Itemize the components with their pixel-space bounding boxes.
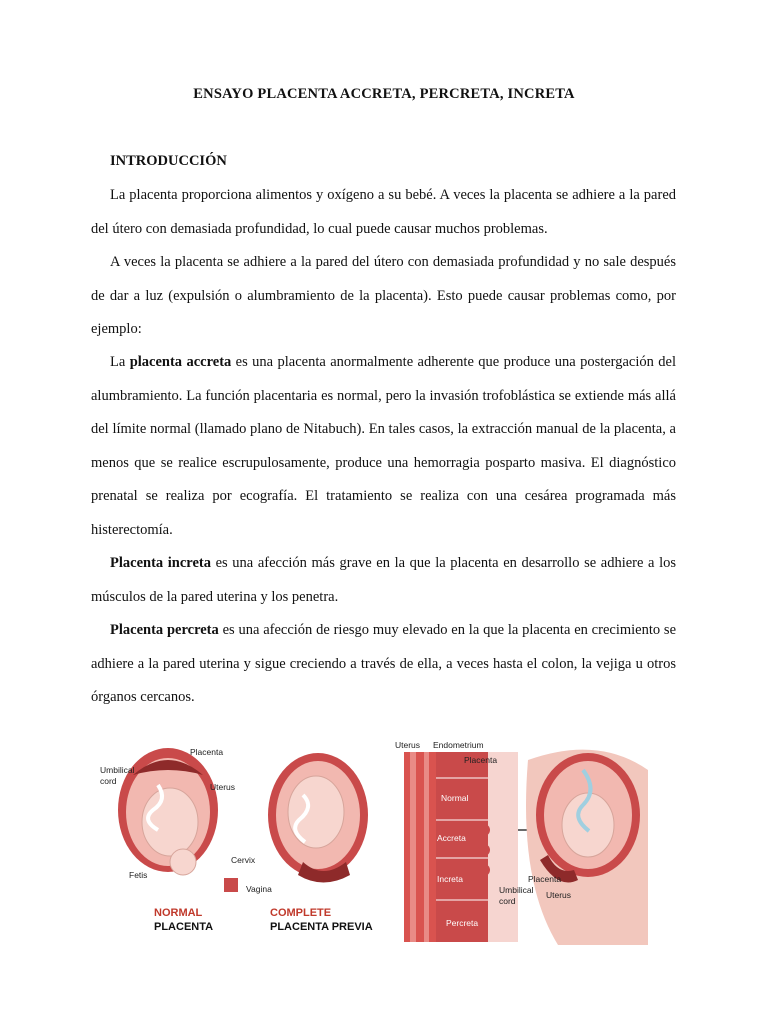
caption-previa-2: PLACENTA PREVIA xyxy=(270,921,373,933)
paragraph-2 xyxy=(91,246,676,347)
paragraph-percreta-text: es una afección de riesgo muy elevado en la que la placenta en crecimiento se adhiere a la pared uterina y sigue creciendo a través de ella, a veces hasta el colon, la vejiga u otros órganos cercanos. xyxy=(91,622,677,705)
label-cord-right: cord xyxy=(499,896,516,906)
paragraph-accreta xyxy=(91,346,676,547)
paragraph-accreta-pre: La xyxy=(110,354,130,370)
label-endometrium: Endometrium xyxy=(433,740,484,750)
label-vagina: Vagina xyxy=(246,884,272,894)
paragraph-increta xyxy=(91,547,676,614)
label-umbilical: Umbilical xyxy=(100,765,135,775)
term-placenta-increta: Placenta increta xyxy=(110,555,211,571)
label-uterus-wall: Uterus xyxy=(395,740,421,750)
layer-increta: Increta xyxy=(437,874,463,884)
paragraph-2-text: A veces la placenta se adhiere a la pared del útero con demasiada profundidad y no sale después de dar a luz (expulsión o alumbramiento de la placenta). Esto puede causar problemas como, por ejemplo: xyxy=(91,254,676,337)
placenta-previa-diagram xyxy=(268,753,368,883)
uterine-wall-layers xyxy=(404,752,548,942)
paragraph-1 xyxy=(91,179,676,246)
caption-normal-2: PLACENTA xyxy=(154,921,214,933)
layer-accreta: Accreta xyxy=(437,833,466,843)
label-fetis: Fetis xyxy=(129,870,148,880)
term-placenta-percreta: Placenta percreta xyxy=(110,622,219,638)
pregnancy-cross-section xyxy=(526,750,648,945)
label-placenta-layer: Placenta xyxy=(464,755,498,765)
paragraph-accreta-text: es una placenta anormalmente adherente que produce una postergación del alumbramiento. La función placentaria es normal, pero la invasión trofoblástica se extiende más allá del límite normal (llamado plano de Nitabuch). En tales casos, la extracción manual de la placenta, a menos que se realice escrupulosamente, produce una hemorragia posparto masiva. El diagnóstico prenatal se realiza por ecografía. El tratamiento se realiza con una cesárea programada más histerectomía. xyxy=(91,354,677,538)
label-uterus-right: Uterus xyxy=(546,890,572,900)
layer-percreta: Percreta xyxy=(446,918,479,928)
label-umbilical-right: Umbilical xyxy=(499,885,534,895)
label-placenta: Placenta xyxy=(190,747,224,757)
label-cervix: Cervix xyxy=(231,855,256,865)
label-cord: cord xyxy=(100,776,117,786)
paragraph-percreta xyxy=(91,614,676,715)
section-heading: INTRODUCCIÓN xyxy=(110,153,227,169)
placenta-illustration xyxy=(88,730,648,945)
caption-normal-1: NORMAL xyxy=(154,907,203,919)
document-title: ENSAYO PLACENTA ACCRETA, PERCRETA, INCRETA xyxy=(193,86,575,102)
caption-previa-1: COMPLETE xyxy=(270,907,332,919)
term-placenta-accreta: placenta accreta xyxy=(129,354,232,370)
paragraph-increta-text: es una afección más grave en la que la placenta en desarrollo se adhiere a los músculos de la pared uterina y los penetra. xyxy=(91,555,676,605)
paragraph-1-text: La placenta proporciona alimentos y oxígeno a su bebé. A veces la placenta se adhiere a la pared del útero con demasiada profundidad, lo cual puede causar muchos problemas. xyxy=(91,187,676,237)
layer-normal: Normal xyxy=(441,793,469,803)
label-placenta-right: Placenta xyxy=(528,874,562,884)
label-uterus: Uterus xyxy=(210,782,236,792)
